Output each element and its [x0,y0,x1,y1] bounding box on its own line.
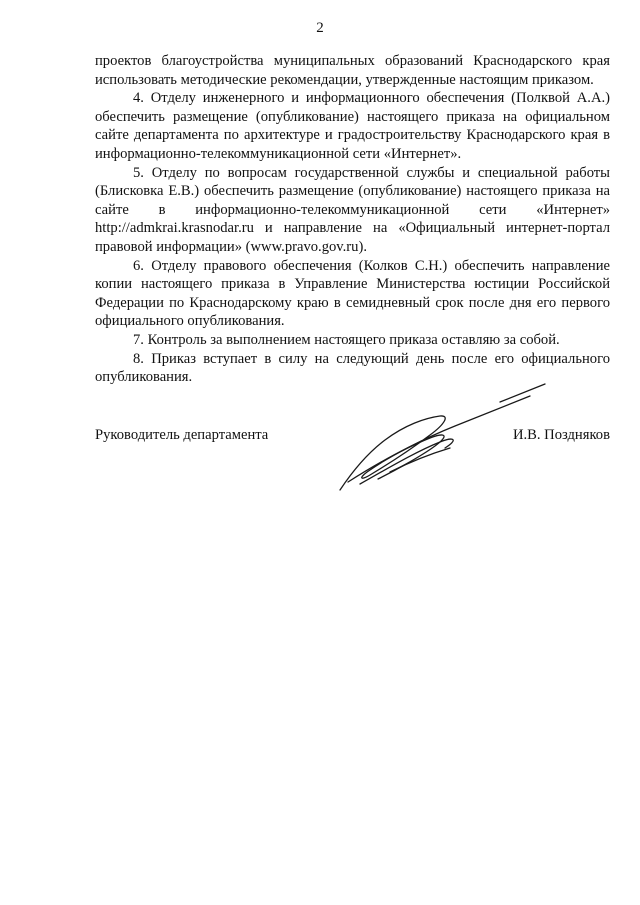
paragraph-item-6: 6. Отделу правового обеспечения (Колков С.Н.) обеспечить направление копии настоящего приказа в Управление Министерства юстиции Российской Федерации по Краснодарскому краю в семидневный срок после дня его первого официального опубликования. [95,257,610,330]
paragraph-item-4: 4. Отделу инженерного и информационного обеспечения (Полквой А.А.) обеспечить размещение (опубликование) настоящего приказа на официальном сайте департамента по архитектуре и градостроительству Краснодарского края в информационно-телекоммуникационной сети «Интернет». [95,90,610,162]
handwritten-signature [330,380,560,500]
paragraph-item-7: 7. Контроль за выполнением настоящего приказа оставляю за собой. [133,331,560,348]
signer-title: Руководитель департамента [95,427,269,443]
paragraph-item-5-url-text: http://admkrai.krasnodar.ru и направление на «Официальный интернет-портал правовой информации» (www.pravo.gov.ru). [95,220,610,255]
signer-name: И.В. Поздняков [512,427,610,443]
paragraph-item-5 [95,164,610,257]
paragraph-item-8: 8. Приказ вступает в силу на следующий день после его официального опубликования. [95,350,610,386]
page-number: 2 [316,20,324,36]
document-body [95,52,610,387]
paragraph-item-5-text: 5. Отделу по вопросам государственной службы и специальной работы (Блисковка Е.В.) обеспечить размещение (опубликование) настоящего приказа на сайте в информационно-телекоммуникационной сети «Интернет» [95,164,610,218]
paragraph-continuation: проектов благоустройства муниципальных образований Краснодарского края использовать методические рекомендации, утвержденные настоящим приказом. [95,53,610,88]
